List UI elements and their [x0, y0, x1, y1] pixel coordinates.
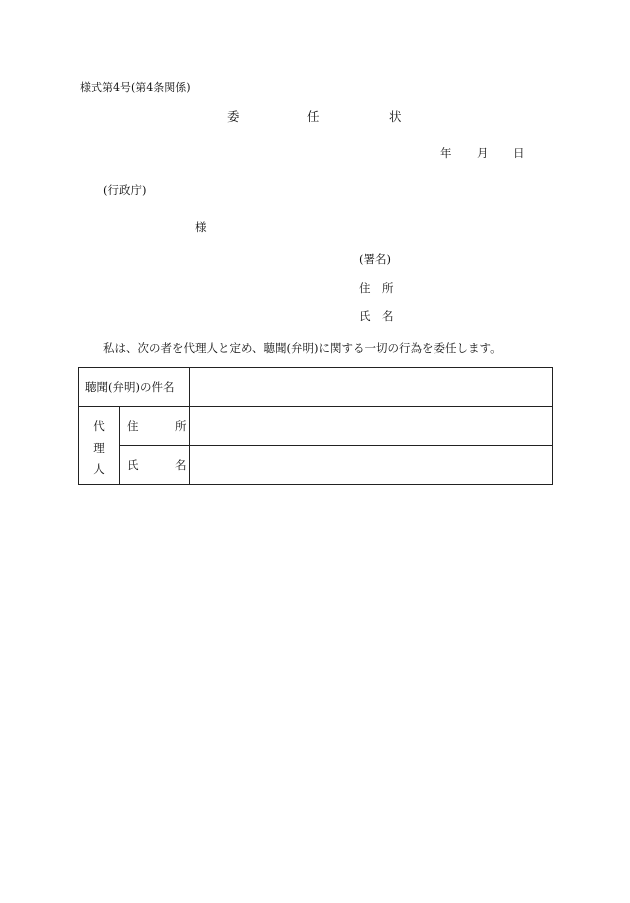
table-row-name	[79, 446, 553, 485]
form-number: 様式第4号(第4条関係)	[80, 81, 191, 94]
agent-name-label	[120, 446, 190, 485]
title-char-2: 任	[307, 109, 320, 124]
title-char-1: 委	[227, 109, 240, 124]
table-row-subject	[79, 368, 553, 407]
agent-name-char-1: 氏	[127, 458, 139, 472]
signatory-address-label	[359, 283, 394, 295]
agent-address-char-1: 住	[127, 419, 139, 433]
agent-label	[79, 407, 120, 485]
agent-address-char-2: 所	[175, 419, 187, 433]
agent-address-label	[120, 407, 190, 446]
table-row-address	[79, 407, 553, 446]
signatory-name-char-2: 名	[382, 309, 394, 323]
agent-char-1: 代	[93, 419, 105, 434]
agency-label: (行政庁)	[103, 183, 147, 197]
subject-label: 聴聞(弁明)の件名	[79, 368, 190, 407]
signatory-address-char-1: 住	[359, 281, 371, 295]
agent-name-field[interactable]	[190, 446, 553, 485]
signatory-address-char-2: 所	[382, 281, 394, 295]
agent-address-field[interactable]	[190, 407, 553, 446]
signatory-name-label	[359, 311, 394, 323]
signature-label: (署名)	[359, 252, 391, 266]
honorific: 様	[195, 220, 207, 234]
date-day-label: 日	[513, 146, 525, 160]
agent-char-3: 人	[93, 462, 105, 477]
declaration-text: 私は、次の者を代理人と定め、聴聞(弁明)に関する一切の行為を委任します。	[103, 341, 502, 355]
date-year-label: 年	[440, 146, 452, 160]
proxy-table	[78, 367, 553, 485]
agent-name-char-2: 名	[175, 458, 187, 472]
title-char-3: 状	[389, 109, 402, 124]
subject-field[interactable]	[190, 368, 553, 407]
agent-char-2: 理	[93, 440, 105, 455]
date-month-label: 月	[477, 146, 489, 160]
signatory-name-char-1: 氏	[359, 309, 371, 323]
